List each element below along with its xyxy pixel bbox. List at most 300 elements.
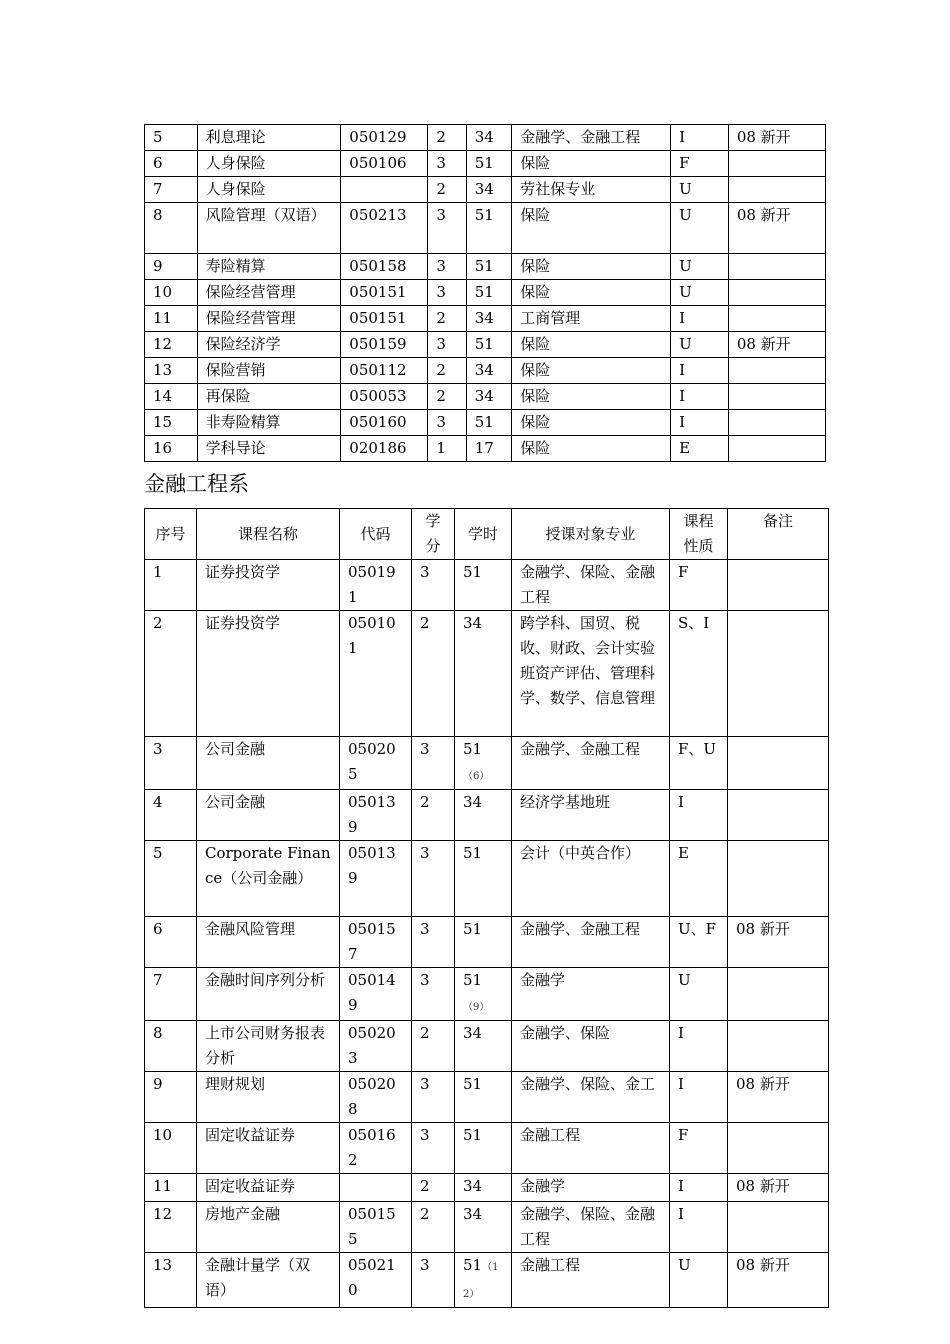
cell-hours [466,177,512,203]
cell-name-text: 金融风险管理 [205,920,296,938]
cell-code [341,306,428,332]
cell-name [197,737,340,790]
cell-hours [466,306,512,332]
cell-no [145,203,198,254]
cell-type-text: U [679,180,692,198]
cell-type-text: I [678,1075,684,1093]
cell-credit [412,968,455,1021]
cell-no [145,841,197,917]
cell-code [341,151,428,177]
cell-name-text: 人身保险 [205,180,266,198]
cell-credit [412,1174,455,1202]
cell-hours-text: 51 [474,413,494,431]
cell-code [340,1174,412,1202]
cell-type-text: I [678,1024,684,1042]
header-credit: 学分 [412,509,455,560]
cell-name-text: 金融计量学（双语） [205,1256,311,1299]
cell-hours-text: 51 [474,206,494,224]
cell-no [145,790,197,841]
hours-note: （9） [463,1002,490,1013]
cell-code [340,737,412,790]
cell-code [341,358,428,384]
cell-note-text: 08 新开 [736,1075,790,1093]
cell-target-text: 保险 [520,283,551,301]
cell-note [728,436,825,462]
table-row [145,203,826,254]
table-row [145,611,829,737]
cell-no [145,560,197,611]
cell-note [728,125,825,151]
cell-no-text: 12 [153,1205,173,1223]
header-name: 课程名称 [197,509,340,560]
financial-engineering-courses-table [144,508,829,1308]
cell-no-text: 13 [153,1256,173,1274]
table-row [145,1021,829,1072]
cell-type-text: I [678,793,684,811]
cell-type [671,151,729,177]
cell-target [512,737,670,790]
cell-code-text: 020186 [349,439,407,457]
cell-note [728,280,825,306]
cell-code [341,384,428,410]
cell-name-text: 公司金融 [205,740,266,758]
cell-note [728,151,825,177]
cell-target [512,1021,670,1072]
cell-code-text: 050139 [348,844,396,887]
cell-credit [428,358,466,384]
cell-credit-text: 2 [420,1205,430,1223]
cell-no-text: 6 [153,154,163,172]
cell-hours-text: 51 [463,563,483,581]
cell-credit-text: 2 [420,1024,430,1042]
cell-name [197,1123,340,1174]
cell-target-text: 保险 [520,206,551,224]
cell-no-text: 2 [153,614,163,632]
cell-code [340,1123,412,1174]
cell-code-text: 050112 [349,361,407,379]
cell-hours [455,917,512,968]
cell-code [340,1202,412,1253]
cell-credit [412,1123,455,1174]
cell-credit-text: 2 [420,614,430,632]
cell-note [728,332,825,358]
cell-no-text: 8 [153,206,163,224]
cell-target [512,306,671,332]
cell-type-text: I [678,1177,684,1195]
cell-code [340,841,412,917]
cell-name [197,177,341,203]
cell-note [728,384,825,410]
cell-hours [455,790,512,841]
cell-no-text: 14 [153,387,173,405]
cell-note [728,841,829,917]
cell-credit-text: 3 [420,1256,430,1274]
cell-type-text: S、I [678,614,710,632]
cell-code-text: 050208 [348,1075,396,1118]
cell-type-text: I [678,1205,684,1223]
cell-no [145,1021,197,1072]
cell-credit [428,410,466,436]
cell-target [512,358,671,384]
cell-code-text: 050101 [348,614,396,657]
cell-target [512,384,671,410]
cell-no [145,125,198,151]
cell-credit [412,1021,455,1072]
cell-no-text: 10 [153,283,173,301]
cell-type [670,1174,728,1202]
cell-hours-text: 34 [463,1024,483,1042]
cell-no [145,177,198,203]
cell-name-text: 学科导论 [205,439,266,457]
cell-type-text: I [679,309,686,327]
cell-credit-text: 3 [436,413,446,431]
cell-name-text: 固定收益证券 [205,1126,296,1144]
cell-type-text: U [679,283,692,301]
cell-target [512,560,670,611]
cell-no [145,968,197,1021]
cell-target [512,332,671,358]
cell-credit [412,917,455,968]
cell-code-text: 050213 [349,206,407,224]
cell-name [197,1253,340,1308]
cell-credit [428,151,466,177]
table-row [145,737,829,790]
cell-credit-text: 2 [420,1177,430,1195]
cell-no [145,1253,197,1308]
cell-hours-text: 51 [463,971,483,989]
cell-no-text: 15 [153,413,173,431]
cell-hours [466,151,512,177]
hours-note: （6） [463,771,490,782]
cell-hours-text: 34 [463,1177,483,1195]
table-row [145,280,826,306]
table-header-row [145,509,829,560]
cell-name [197,436,341,462]
cell-name [197,358,341,384]
table-row [145,1123,829,1174]
cell-target-text: 保险 [520,439,551,457]
header-no: 序号 [145,509,197,560]
cell-code-text: 050160 [349,413,407,431]
cell-code-text: 050155 [348,1205,396,1248]
cell-target-text: 金融学、金融工程 [520,920,641,938]
cell-no-text: 9 [153,257,163,275]
table-row [145,841,829,917]
cell-target [512,177,671,203]
cell-code [340,560,412,611]
cell-code-text: 050151 [349,283,407,301]
cell-code-text: 050205 [348,740,396,783]
cell-target [512,254,671,280]
cell-code-text: 050129 [349,128,407,146]
cell-hours-text: 34 [474,387,494,405]
cell-note [728,790,829,841]
cell-credit-text: 2 [420,793,430,811]
cell-name [197,1072,340,1123]
cell-no [145,737,197,790]
cell-name [197,151,341,177]
cell-note [728,1072,829,1123]
cell-credit-text: 2 [436,309,446,327]
cell-type [671,384,729,410]
cell-credit [428,177,466,203]
cell-hours-text: 34 [463,614,483,632]
cell-credit [428,254,466,280]
cell-hours [466,332,512,358]
cell-target [512,1072,670,1123]
cell-credit-text: 2 [436,180,446,198]
cell-target-text: 劳社保专业 [520,180,596,198]
cell-credit-text: 3 [436,335,446,353]
cell-target-text: 保险 [520,154,551,172]
table-row [145,410,826,436]
cell-target [512,436,671,462]
cell-hours [455,968,512,1021]
cell-credit-text: 3 [420,920,430,938]
cell-credit-text: 3 [420,563,430,581]
cell-target [512,790,670,841]
table-row [145,790,829,841]
cell-target [512,1123,670,1174]
cell-target-text: 金融学、保险、金融工程 [520,1205,656,1248]
cell-note [728,737,829,790]
cell-note [728,1021,829,1072]
cell-name-text: 证券投资学 [205,563,281,581]
cell-target [512,151,671,177]
section-title: 金融工程系 [144,472,249,496]
cell-target [512,125,671,151]
cell-name [197,1202,340,1253]
cell-code [341,177,428,203]
table-row [145,177,826,203]
cell-hours [455,1253,512,1308]
cell-target [512,1253,670,1308]
cell-hours [466,358,512,384]
cell-target-text: 经济学基地班 [520,793,611,811]
cell-type [670,841,728,917]
cell-target-text: 工商管理 [520,309,581,327]
cell-code [341,254,428,280]
cell-note [728,968,829,1021]
cell-credit [428,203,466,254]
header-type: 课程性质 [670,509,728,560]
cell-name-text: 证券投资学 [205,614,281,632]
cell-type-text: I [679,361,686,379]
cell-name [197,611,340,737]
header-note: 备注 [728,509,829,560]
cell-type [671,125,729,151]
cell-no-text: 7 [153,971,163,989]
cell-credit [412,1202,455,1253]
cell-target [512,611,670,737]
cell-no-text: 3 [153,740,163,758]
cell-no [145,358,198,384]
table-row [145,254,826,280]
cell-target-text: 保险 [520,257,551,275]
cell-credit-text: 3 [420,740,430,758]
cell-no-text: 5 [153,844,163,862]
cell-note [728,917,829,968]
cell-type-text: F [678,563,689,581]
cell-hours [455,841,512,917]
cell-target [512,280,671,306]
cell-hours [455,1174,512,1202]
cell-credit-text: 2 [436,128,446,146]
cell-code-text: 050159 [349,335,407,353]
cell-credit [428,436,466,462]
cell-type [671,436,729,462]
cell-type-text: U [678,1256,691,1274]
cell-no-text: 16 [153,439,173,457]
cell-note [728,177,825,203]
insurance-courses-table [144,124,826,462]
cell-no [145,611,197,737]
cell-name-text: 利息理论 [205,128,266,146]
cell-code-text: 050158 [349,257,407,275]
cell-no-text: 11 [153,309,173,327]
cell-name-text: 固定收益证券 [205,1177,296,1195]
cell-code [341,410,428,436]
cell-name [197,203,341,254]
cell-no [145,1123,197,1174]
cell-target-text: 金融学、金融工程 [520,740,641,758]
cell-credit [412,790,455,841]
cell-type [671,177,729,203]
cell-name-text: 房地产金融 [205,1205,281,1223]
cell-hours-text: 51 [463,1256,483,1274]
cell-credit-text: 1 [436,439,446,457]
cell-target [512,203,671,254]
cell-hours-text: 51 [474,154,494,172]
cell-no [145,917,197,968]
cell-note [728,358,825,384]
cell-hours-text: 51 [474,335,494,353]
cell-hours [466,436,512,462]
cell-no-text: 4 [153,793,163,811]
cell-credit [412,1072,455,1123]
cell-credit [412,841,455,917]
cell-name [197,968,340,1021]
cell-type [671,332,729,358]
cell-type [671,254,729,280]
cell-target-text: 保险 [520,361,551,379]
cell-type [670,611,728,737]
cell-code-text: 050157 [348,920,396,963]
header-hours: 学时 [455,509,512,560]
cell-hours-text: 51 [474,283,494,301]
table-row [145,968,829,1021]
cell-hours [466,280,512,306]
cell-target-text: 金融学、金融工程 [520,128,641,146]
table-row [145,1202,829,1253]
cell-hours-text: 34 [474,180,494,198]
cell-type-text: U [679,257,692,275]
table-row [145,1174,829,1202]
cell-target [512,410,671,436]
cell-credit [412,737,455,790]
table-row [145,436,826,462]
table-row [145,560,829,611]
cell-target-text: 金融工程 [520,1126,581,1144]
cell-note [728,611,829,737]
cell-code-text: 050162 [348,1126,396,1169]
cell-hours [466,203,512,254]
cell-name [197,1174,340,1202]
cell-code [340,790,412,841]
cell-no [145,280,198,306]
cell-credit [428,280,466,306]
cell-type [671,358,729,384]
cell-name-text: 上市公司财务报表分析 [205,1024,326,1067]
cell-hours-text: 17 [474,439,494,457]
cell-name [197,1021,340,1072]
cell-name-text: 理财规划 [205,1075,266,1093]
cell-code-text: 050053 [349,387,407,405]
cell-name-text: 保险经济学 [205,335,281,353]
cell-hours-text: 34 [474,309,494,327]
cell-type-text: E [679,439,691,457]
cell-type-text: E [678,844,689,862]
cell-note [728,306,825,332]
cell-hours-text: 51 [463,920,483,938]
cell-credit [428,384,466,410]
cell-code [340,1021,412,1072]
cell-target-text: 金融学、保险、金工 [520,1075,656,1093]
cell-note [728,1202,829,1253]
cell-name-text: 金融时间序列分析 [205,971,326,989]
cell-type [671,410,729,436]
cell-no-text: 12 [153,335,173,353]
cell-target [512,1202,670,1253]
cell-type [670,560,728,611]
cell-name-text: Corporate Finance（公司金融） [205,844,331,887]
cell-name [197,332,341,358]
cell-note-text: 08 新开 [736,335,791,353]
cell-hours [466,254,512,280]
table-row [145,917,829,968]
cell-type-text: F [678,1126,689,1144]
cell-name-text: 保险经营管理 [205,309,296,327]
cell-no [145,332,198,358]
cell-name [197,560,340,611]
cell-note-text: 08 新开 [736,1256,790,1274]
cell-credit [428,332,466,358]
cell-credit-text: 2 [436,387,446,405]
cell-credit-text: 3 [420,844,430,862]
table-row [145,384,826,410]
cell-code [341,436,428,462]
cell-code [340,611,412,737]
cell-credit-text: 3 [436,154,446,172]
cell-target-text: 金融学、保险 [520,1024,611,1042]
cell-no-text: 9 [153,1075,163,1093]
cell-name [197,306,341,332]
table-row [145,125,826,151]
cell-no [145,1072,197,1123]
cell-target-text: 金融学、保险、金融工程 [520,563,656,606]
cell-hours-text: 34 [463,793,483,811]
cell-credit-text: 3 [420,1126,430,1144]
cell-no [145,254,198,280]
cell-type [670,917,728,968]
cell-name [197,280,341,306]
cell-type [670,790,728,841]
cell-hours-text: 51 [463,1075,483,1093]
cell-credit-text: 3 [436,206,446,224]
cell-code-text: 050151 [349,309,407,327]
cell-type [670,1253,728,1308]
cell-type [671,306,729,332]
